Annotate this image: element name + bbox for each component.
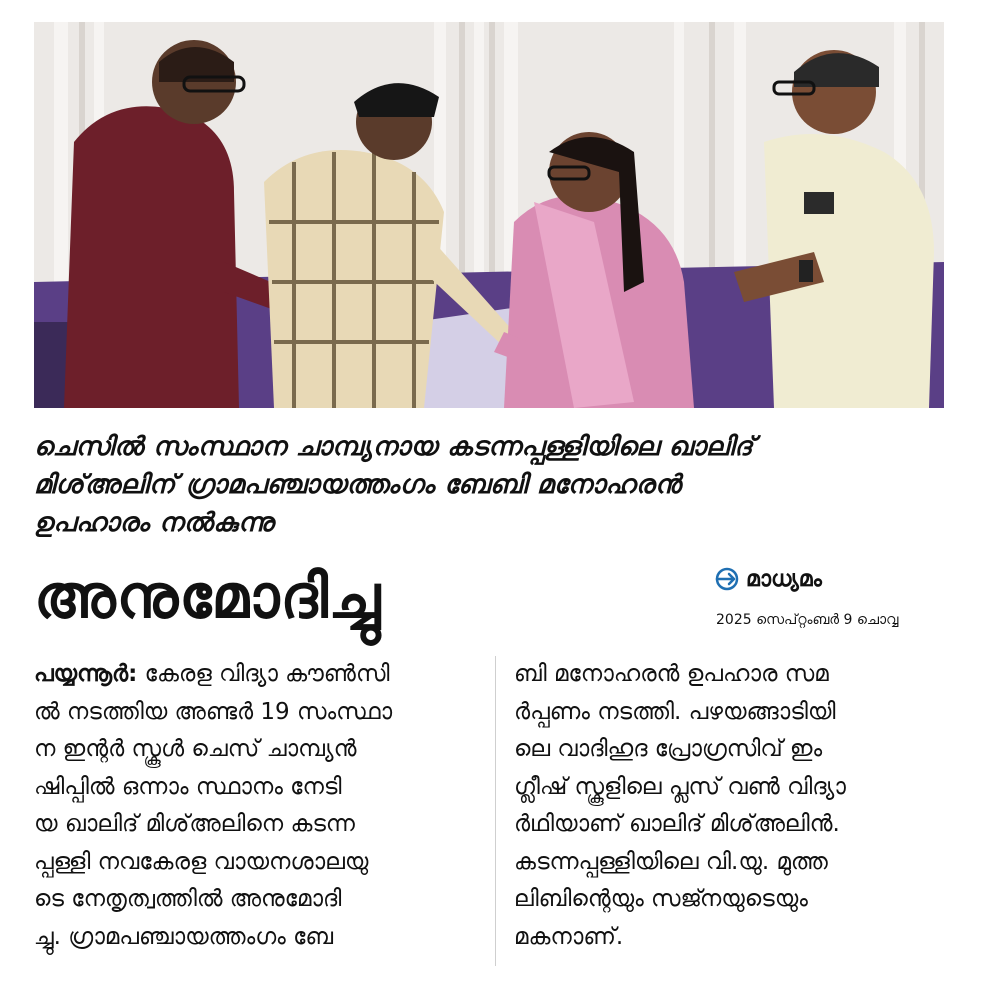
article-line: ൽ നടത്തിയ അണ്ടർ 19 സംസ്ഥാ <box>34 698 393 725</box>
dateline: 2025 സെപ്റ്റംബർ 9 ചൊവ്വ <box>716 612 899 628</box>
article-line <box>34 656 476 694</box>
caption-line: ചെസിൽ സംസ്ഥാന ചാമ്പ്യനായ കടന്നപ്പള്ളിയിലെ ഖാലിദ് <box>34 432 754 462</box>
article-line: ർഥിയാണ് ഖാലിദ് മിശ്അലിൻ. <box>514 811 840 837</box>
article-line: കടന്നപ്പള്ളിയിലെ വി.യു. മുത്ത <box>514 848 828 875</box>
article-line: ബി മനോഹരൻ ഉപഹാര സമ <box>514 661 829 687</box>
article-line: ടെ നേതൃത്വത്തിൽ അനുമോദി <box>34 886 342 912</box>
event-photo-icon <box>34 22 944 408</box>
article-column-right <box>514 656 956 956</box>
article-line: ച്ചു. ഗ്രാമപഞ്ചായത്തംഗം ബേ <box>34 923 334 950</box>
masthead-brand: മാധ്യമം <box>746 566 822 592</box>
dateline-place: പയ്യന്നൂർ: <box>34 661 138 687</box>
article-line: പ്പള്ളി നവകേരള വായനശാലയു <box>34 848 369 875</box>
caption-line: ഉപഹാരം നൽകുന്നു <box>34 508 274 538</box>
madhyamam-logo-icon <box>714 566 740 592</box>
masthead <box>714 566 822 592</box>
news-photo <box>34 22 944 408</box>
article-column-left <box>34 656 476 956</box>
article-line: ലെ വാദിഹുദ പ്രോഗ്രസിവ് ഇം <box>514 736 823 762</box>
article-line: ഷിപ്പിൽ ഒന്നാം സ്ഥാനം നേടി <box>34 773 342 800</box>
article-line: യ ഖാലിദ് മിശ്അലിനെ കടന്ന <box>34 811 355 837</box>
caption-line: മിശ്അലിന് ഗ്രാമപഞ്ചായത്തംഗം ബേബി മനോഹരൻ <box>34 470 682 500</box>
article-line: ഗ്ലീഷ് സ്കൂളിലെ പ്ലസ് വൺ വിദ്യാ <box>514 773 846 800</box>
headline: അനുമോദിച്ചു <box>34 562 382 632</box>
article-line: മകനാണ്. <box>514 923 624 950</box>
article-line: ലിബിന്റെയും സജ്നയുടെയും <box>514 886 808 912</box>
column-divider <box>495 656 496 966</box>
article-text: കേരള വിദ്യാ കൗൺസി <box>137 661 390 687</box>
article-line: ന ഇന്റർ സ്കൂൾ ചെസ് ചാമ്പ്യൻ <box>34 736 357 762</box>
article-line: ർപ്പണം നടത്തി. പഴയങ്ങാടിയി <box>514 698 836 725</box>
photo-caption <box>34 428 944 542</box>
